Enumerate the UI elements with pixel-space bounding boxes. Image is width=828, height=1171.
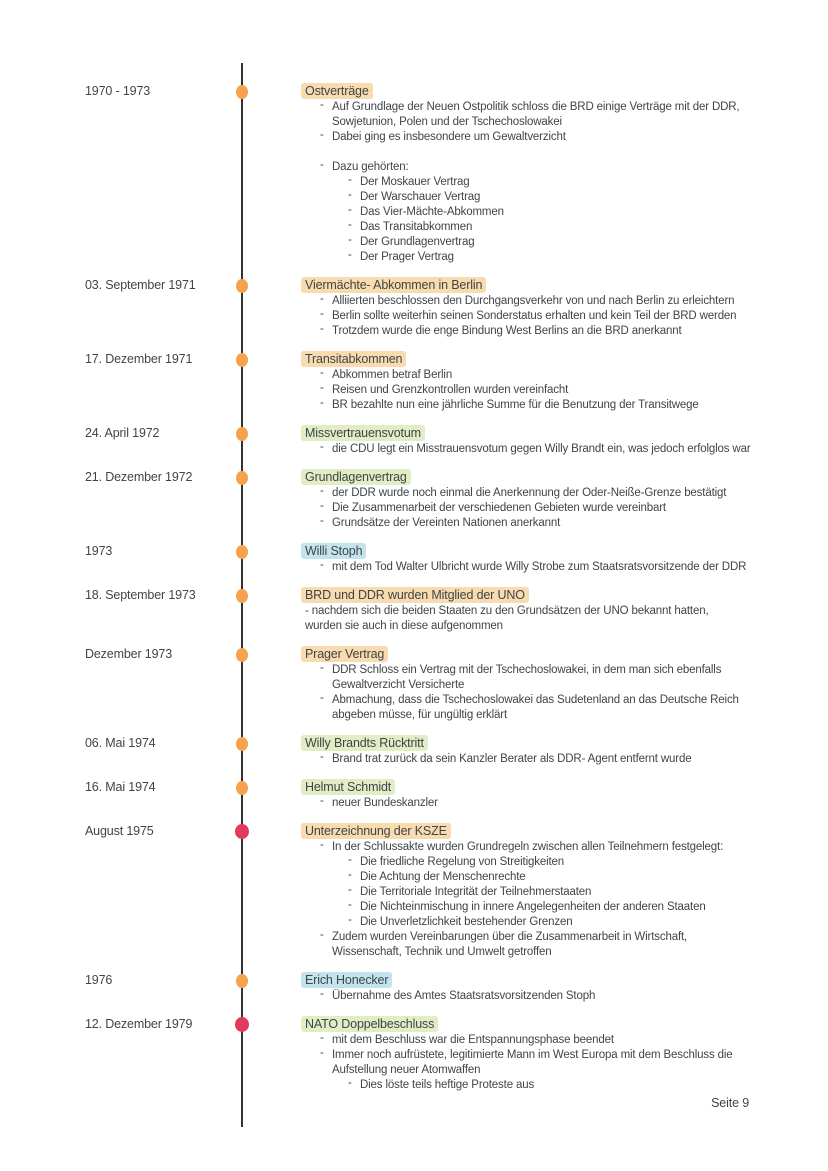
date-label: 17. Dezember 1971 xyxy=(85,352,193,366)
timeline-block xyxy=(0,352,828,413)
bullet-dash-icon: - xyxy=(320,485,324,497)
timeline-block xyxy=(0,588,828,634)
line-text: Berlin sollte weiterhin seinen Sonderstatus erhalten und kein Teil der BRD werden xyxy=(332,310,737,322)
sub-bullet-line xyxy=(305,235,805,250)
line-text: Die Zusammenarbeit der verschiedenen Gebieten wurde vereinbart xyxy=(332,502,666,514)
event-title-highlight: Missvertrauensvotum xyxy=(301,425,425,441)
event-content xyxy=(305,84,805,265)
timeline-dot-icon xyxy=(236,974,248,988)
line-text: Gewaltverzicht Versicherte xyxy=(332,679,465,691)
date-label: 24. April 1972 xyxy=(85,426,160,440)
event-title xyxy=(305,736,805,751)
timeline-dot-icon xyxy=(236,471,248,485)
event-content xyxy=(305,973,805,1004)
line-text: In der Schlussakte wurden Grundregeln zwischen allen Teilnehmern festgelegt: xyxy=(332,841,724,853)
bullet-line xyxy=(305,501,805,516)
line-text: Alliierten beschlossen den Durchgangsverkehr von und nach Berlin zu erleichtern xyxy=(332,295,735,307)
bullet-line xyxy=(305,678,805,693)
date-label: 06. Mai 1974 xyxy=(85,736,156,750)
line-text: Die Nichteinmischung in innere Angelegenheiten der anderen Staaten xyxy=(360,901,706,913)
line-text: Dazu gehörten: xyxy=(332,161,409,173)
bullet-dash-icon: - xyxy=(348,884,352,896)
bullet-line xyxy=(305,1048,805,1063)
bullet-dash-icon: - xyxy=(320,1047,324,1059)
bullet-dash-icon: - xyxy=(320,662,324,674)
event-title xyxy=(305,470,805,485)
bullet-dash-icon: - xyxy=(348,219,352,231)
sub-bullet-line xyxy=(305,915,805,930)
event-title xyxy=(305,647,805,662)
line-text: DDR Schloss ein Vertrag mit der Tschechoslowakei, in dem man sich ebenfalls xyxy=(332,664,722,676)
line-text: Dabei ging es insbesondere um Gewaltverzicht xyxy=(332,131,566,143)
bullet-dash-icon: - xyxy=(348,914,352,926)
event-content xyxy=(305,780,805,811)
event-title-highlight: Willi Stoph xyxy=(301,543,366,559)
bullet-line xyxy=(305,368,805,383)
bullet-dash-icon: - xyxy=(348,1077,352,1089)
bullet-dash-icon: - xyxy=(348,899,352,911)
event-title xyxy=(305,824,805,839)
event-content xyxy=(305,824,805,960)
bullet-line xyxy=(305,324,805,339)
event-content xyxy=(305,470,805,531)
sub-bullet-line xyxy=(305,1078,805,1093)
line-text: Wissenschaft, Technik und Umwelt getroffen xyxy=(332,946,552,958)
timeline-block xyxy=(0,973,828,1004)
line-text: Trotzdem wurde die enge Bindung West Berlins an die BRD anerkannt xyxy=(332,325,682,337)
line-text: Zudem wurden Vereinbarungen über die Zusammenarbeit in Wirtschaft, xyxy=(332,931,688,943)
event-title-highlight: Ostverträge xyxy=(301,83,373,99)
bullet-line xyxy=(305,1063,805,1078)
line-text: Die friedliche Regelung von Streitigkeiten xyxy=(360,856,565,868)
line-text: Der Prager Vertrag xyxy=(360,251,454,263)
event-content xyxy=(305,278,805,339)
timeline-block xyxy=(0,470,828,531)
line-text: wurden sie auch in diese aufgenommen xyxy=(305,620,503,632)
text-line xyxy=(305,604,805,619)
sub-bullet-line xyxy=(305,205,805,220)
line-text: Der Moskauer Vertrag xyxy=(360,176,470,188)
event-title-highlight: Unterzeichnung der KSZE xyxy=(301,823,451,839)
bullet-line xyxy=(305,486,805,501)
line-text: Abkommen betraf Berlin xyxy=(332,369,453,381)
event-title xyxy=(305,278,805,293)
date-label: Dezember 1973 xyxy=(85,647,172,661)
sub-bullet-line xyxy=(305,870,805,885)
event-title xyxy=(305,973,805,988)
bullet-line xyxy=(305,442,805,457)
line-text: Immer noch aufrüstete, legitimierte Mann im West Europa mit dem Beschluss die xyxy=(332,1049,733,1061)
bullet-dash-icon: - xyxy=(320,559,324,571)
date-label: 12. Dezember 1979 xyxy=(85,1017,193,1031)
line-text: Abmachung, dass die Tschechoslowakei das Sudetenland an das Deutsche Reich xyxy=(332,694,739,706)
line-text: der DDR wurde noch einmal die Anerkennung der Oder-Neiße-Grenze bestätigt xyxy=(332,487,727,499)
bullet-line xyxy=(305,383,805,398)
event-title-highlight: BRD und DDR wurden Mitglied der UNO xyxy=(301,587,529,603)
bullet-line xyxy=(305,100,805,115)
bullet-line xyxy=(305,160,805,175)
date-label: 1973 xyxy=(85,544,113,558)
bullet-line xyxy=(305,796,805,811)
timeline-block xyxy=(0,426,828,457)
line-text: - nachdem sich die beiden Staaten zu den Grundsätzen der UNO bekannt hatten, xyxy=(305,605,709,617)
date-label: 1970 - 1973 xyxy=(85,84,151,98)
bullet-line xyxy=(305,560,805,575)
event-title-highlight: Prager Vertrag xyxy=(301,646,388,662)
bullet-line xyxy=(305,516,805,531)
line-text: Die Unverletzlichkeit bestehender Grenzen xyxy=(360,916,573,928)
bullet-line xyxy=(305,663,805,678)
line-text: mit dem Beschluss war die Entspannungsphase beendet xyxy=(332,1034,614,1046)
bullet-dash-icon: - xyxy=(348,174,352,186)
line-text: Der Warschauer Vertrag xyxy=(360,191,481,203)
timeline-dot-icon xyxy=(236,589,248,603)
bullet-dash-icon: - xyxy=(320,929,324,941)
date-label: 21. Dezember 1972 xyxy=(85,470,193,484)
event-content xyxy=(305,426,805,457)
bullet-line xyxy=(305,840,805,855)
line-text: Brand trat zurück da sein Kanzler Berater als DDR- Agent entfernt wurde xyxy=(332,753,692,765)
event-title xyxy=(305,1017,805,1032)
date-label: 18. September 1973 xyxy=(85,588,196,602)
bullet-dash-icon: - xyxy=(320,988,324,1000)
event-title xyxy=(305,352,805,367)
event-content xyxy=(305,544,805,575)
timeline-block xyxy=(0,824,828,960)
bullet-line xyxy=(305,294,805,309)
sub-bullet-line xyxy=(305,190,805,205)
blank-line xyxy=(305,145,805,160)
bullet-line xyxy=(305,130,805,145)
bullet-line xyxy=(305,752,805,767)
bullet-line xyxy=(305,945,805,960)
event-title-highlight: Viermächte- Abkommen in Berlin xyxy=(301,277,486,293)
bullet-dash-icon: - xyxy=(320,99,324,111)
bullet-dash-icon: - xyxy=(320,308,324,320)
bullet-line xyxy=(305,398,805,413)
bullet-dash-icon: - xyxy=(348,869,352,881)
sub-bullet-line xyxy=(305,885,805,900)
timeline-dot-icon xyxy=(236,279,248,293)
line-text: neuer Bundeskanzler xyxy=(332,797,438,809)
line-text: Das Vier-Mächte-Abkommen xyxy=(360,206,504,218)
bullet-dash-icon: - xyxy=(320,500,324,512)
line-text: Das Transitabkommen xyxy=(360,221,473,233)
sub-bullet-line xyxy=(305,250,805,265)
bullet-dash-icon: - xyxy=(348,189,352,201)
event-content xyxy=(305,1017,805,1093)
timeline-block xyxy=(0,278,828,339)
timeline-block xyxy=(0,84,828,265)
event-title xyxy=(305,426,805,441)
bullet-dash-icon: - xyxy=(320,397,324,409)
line-text: Der Grundlagenvertrag xyxy=(360,236,475,248)
timeline-dot-icon xyxy=(236,545,248,559)
bullet-dash-icon: - xyxy=(348,234,352,246)
event-content xyxy=(305,352,805,413)
text-line xyxy=(305,619,805,634)
line-text: Auf Grundlage der Neuen Ostpolitik schloss die BRD einige Verträge mit der DDR, xyxy=(332,101,740,113)
line-text: Reisen und Grenzkontrollen wurden vereinfacht xyxy=(332,384,569,396)
line-text: Aufstellung neuer Atomwaffen xyxy=(332,1064,481,1076)
event-content xyxy=(305,647,805,723)
bullet-dash-icon: - xyxy=(348,249,352,261)
bullet-dash-icon: - xyxy=(320,159,324,171)
sub-bullet-line xyxy=(305,855,805,870)
timeline-dot-icon xyxy=(235,1017,249,1032)
line-text: abgeben müsse, für ungültig erklärt xyxy=(332,709,508,721)
event-title-highlight: NATO Doppelbeschluss xyxy=(301,1016,438,1032)
line-text: Die Achtung der Menschenrechte xyxy=(360,871,526,883)
event-title-highlight: Grundlagenvertrag xyxy=(301,469,411,485)
timeline-blocks xyxy=(0,84,828,1106)
bullet-dash-icon: - xyxy=(320,692,324,704)
bullet-dash-icon: - xyxy=(320,129,324,141)
bullet-dash-icon: - xyxy=(320,293,324,305)
date-label: August 1975 xyxy=(85,824,154,838)
line-text: die CDU legt ein Misstrauensvotum gegen Willy Brandt ein, was jedoch erfolglos war xyxy=(332,443,751,455)
timeline-dot-icon xyxy=(236,353,248,367)
bullet-dash-icon: - xyxy=(348,204,352,216)
date-label: 1976 xyxy=(85,973,113,987)
line-text: mit dem Tod Walter Ulbricht wurde Willy Strobe zum Staatsratsvorsitzende der DDR xyxy=(332,561,747,573)
bullet-line xyxy=(305,930,805,945)
line-text: Die Territoriale Integrität der Teilnehmerstaaten xyxy=(360,886,592,898)
sub-bullet-line xyxy=(305,900,805,915)
bullet-line xyxy=(305,693,805,708)
bullet-dash-icon: - xyxy=(320,795,324,807)
line-text: Dies löste teils heftige Proteste aus xyxy=(360,1079,535,1091)
line-text: Grundsätze der Vereinten Nationen anerkannt xyxy=(332,517,561,529)
timeline-dot-icon xyxy=(236,648,248,662)
bullet-dash-icon: - xyxy=(320,515,324,527)
timeline-dot-icon xyxy=(236,737,248,751)
timeline-dot-icon xyxy=(235,824,249,839)
line-text: Sowjetunion, Polen und der Tschechoslowakei xyxy=(332,116,562,128)
event-title xyxy=(305,544,805,559)
event-content xyxy=(305,736,805,767)
event-title-highlight: Erich Honecker xyxy=(301,972,392,988)
bullet-line xyxy=(305,989,805,1004)
bullet-dash-icon: - xyxy=(348,854,352,866)
line-text: BR bezahlte nun eine jährliche Summe für die Benutzung der Transitwege xyxy=(332,399,699,411)
event-title-highlight: Transitabkommen xyxy=(301,351,406,367)
timeline-block xyxy=(0,544,828,575)
event-title-highlight: Willy Brandts Rücktritt xyxy=(301,735,428,751)
event-title xyxy=(305,84,805,99)
timeline-dot-icon xyxy=(236,781,248,795)
bullet-dash-icon: - xyxy=(320,839,324,851)
timeline-block xyxy=(0,647,828,723)
bullet-dash-icon: - xyxy=(320,382,324,394)
line-text: Übernahme des Amtes Staatsratsvorsitzenden Stoph xyxy=(332,990,596,1002)
bullet-line xyxy=(305,309,805,324)
sub-bullet-line xyxy=(305,175,805,190)
timeline-block xyxy=(0,780,828,811)
timeline-dot-icon xyxy=(236,85,248,99)
event-content xyxy=(305,588,805,634)
timeline-block xyxy=(0,1017,828,1093)
bullet-dash-icon: - xyxy=(320,441,324,453)
event-title xyxy=(305,780,805,795)
bullet-dash-icon: - xyxy=(320,751,324,763)
date-label: 16. Mai 1974 xyxy=(85,780,156,794)
event-title xyxy=(305,588,805,603)
bullet-dash-icon: - xyxy=(320,323,324,335)
bullet-line xyxy=(305,1033,805,1048)
bullet-line xyxy=(305,115,805,130)
timeline-dot-icon xyxy=(236,427,248,441)
event-title-highlight: Helmut Schmidt xyxy=(301,779,395,795)
sub-bullet-line xyxy=(305,220,805,235)
bullet-dash-icon: - xyxy=(320,367,324,379)
bullet-dash-icon: - xyxy=(320,1032,324,1044)
timeline-block xyxy=(0,736,828,767)
page-number: Seite 9 xyxy=(711,1096,749,1110)
date-label: 03. September 1971 xyxy=(85,278,196,292)
bullet-line xyxy=(305,708,805,723)
